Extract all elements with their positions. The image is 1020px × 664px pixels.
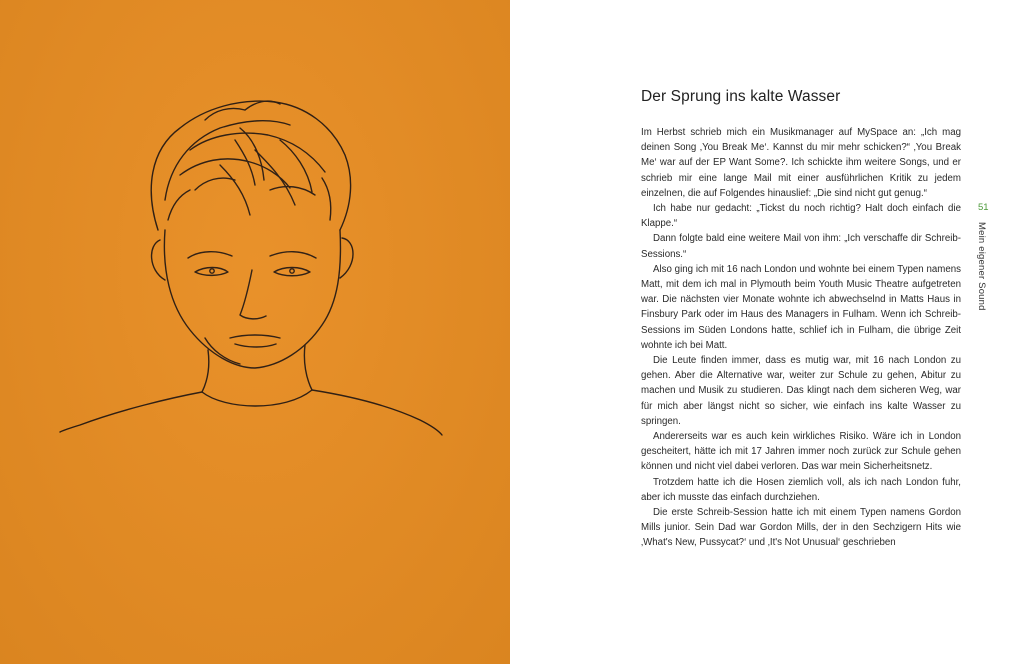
paragraph: Dann folgte bald eine weitere Mail von ihm: „Ich verschaffe dir Schreib-Sessions.“ <box>641 233 961 260</box>
body-text <box>641 125 961 551</box>
page-number: 51 <box>978 202 989 213</box>
paragraph: Also ging ich mit 16 nach London und wohnte bei einem Typen namens Matt, mit dem ich mal in Plymouth beim Youth Music Theatre aufgetreten war. Die nächsten vier Monate wohnte ich abwechselnd in Matts Haus in Finsbury Park oder im Haus des Managers in Fulham. Wenn ich Schreib-Sessions im Süden Londons hatte, schlief ich in Fulham, die übrige Zeit wohnte ich bei Matt. <box>641 263 961 351</box>
paragraph: Ich habe nur gedacht: „Tickst du noch richtig? Halt doch einfach die Klappe.“ <box>641 203 961 230</box>
chapter-title: Der Sprung ins kalte Wasser <box>641 88 841 105</box>
paragraph: Trotzdem hatte ich die Hosen ziemlich voll, als ich nach London fuhr, aber ich musste das einfach durchziehen. <box>641 476 961 503</box>
portrait-sketch-icon <box>40 80 460 440</box>
running-head: Mein eigener Sound <box>976 222 987 311</box>
right-page-text <box>510 0 1020 664</box>
paragraph: Im Herbst schrieb mich ein Musikmanager auf MySpace an: „Ich mag deinen Song ‚You Break Me‘. Kannst du mir mehr schicken?“ ‚You Break Me‘ war auf der EP Want Some?. Ich schickte ihm weitere Songs, und er schrieb mir eine lange Mail mit einer ausführlichen Kritik zu jedem einzelnen, die auf Folgendes hinauslief: „Die sind nicht gut genug.“ <box>641 127 961 199</box>
paragraph: Die Leute finden immer, dass es mutig war, mit 16 nach London zu gehen. Aber die Alternative war, weiter zur Schule zu gehen, Abitur zu machen und Musik zu studieren. Das klingt nach dem sicheren Weg, war für mich aber längst nicht so sicher, wie einfach ins kalte Wasser zu springen. <box>641 355 961 427</box>
paragraph: Die erste Schreib-Session hatte ich mit einem Typen namens Gordon Mills junior. Sein Dad war Gordon Mills, der in den Sechzigern Hits wie ‚What's New, Pussycat?‘ und ‚It's Not Unusual‘ geschrieben <box>641 507 961 549</box>
paragraph: Andererseits war es auch kein wirkliches Risiko. Wäre ich in London gescheitert, hätte ich mit 17 Jahren immer noch zurück zur Schule gehen können und nicht viel dabei verloren. Das war mein Sicherheitsnetz. <box>641 431 961 473</box>
